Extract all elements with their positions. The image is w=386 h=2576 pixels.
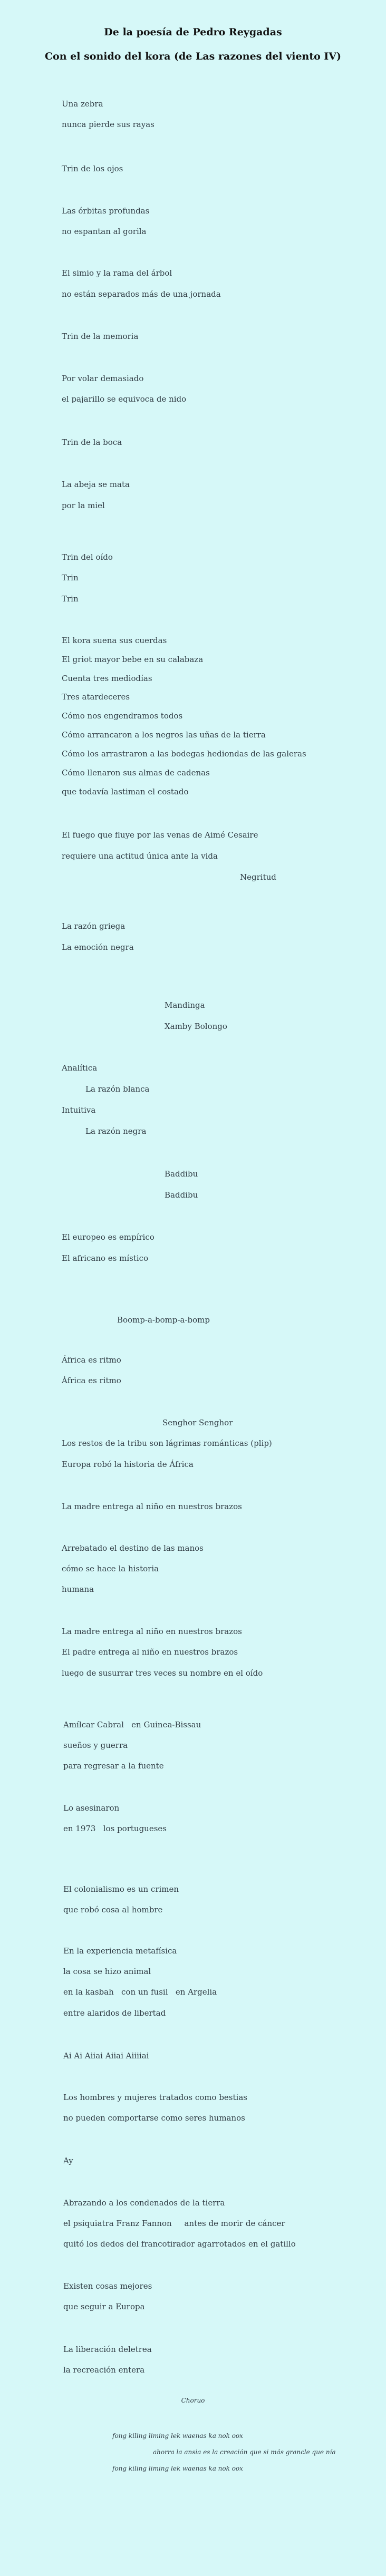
poem-line: Cómo los arrastraron a las bodegas hediondas de las galeras bbox=[62, 749, 306, 759]
poem-line: el psiquiatra Franz Fannon antes de morir de cáncer bbox=[63, 2219, 285, 2228]
poem-line: no espantan al gorila bbox=[62, 227, 147, 236]
poem-line: Cómo arrancaron a los negros las uñas de la tierra bbox=[62, 730, 266, 740]
poem-line: Tres atardeceres bbox=[62, 692, 130, 702]
poem-line: La razón negra bbox=[85, 1126, 147, 1136]
poem-line: Negritud bbox=[240, 872, 276, 882]
page-subtitle: Con el sonido del kora (de Las razones del viento IV) bbox=[44, 51, 342, 62]
poem-line: Xamby Bolongo bbox=[165, 1022, 227, 1031]
poem-line: Boomp-a-bomp-a-bomp bbox=[117, 1315, 210, 1325]
poem-line: Cuenta tres mediodías bbox=[62, 674, 152, 683]
poem-line: humana bbox=[62, 1585, 94, 1594]
poem-line: Ai Ai Aiiai Aiiai Aiiiiai bbox=[63, 2051, 149, 2060]
poem-line: Cómo nos engendramos todos bbox=[62, 711, 183, 721]
poem-line: en la kasbah con un fusil en Argelia bbox=[63, 1987, 217, 1997]
poem-line: Baddibu bbox=[165, 1169, 198, 1179]
poem-line: Ay bbox=[63, 2156, 73, 2165]
coda-line: fong kiling liming lek waenas ka nok oox bbox=[112, 2465, 243, 2472]
poem-line: Trin bbox=[62, 594, 79, 604]
poem-line: La abeja se mata bbox=[62, 480, 130, 489]
poem-line: Las órbitas profundas bbox=[62, 206, 150, 216]
poem-line: la recreación entera bbox=[63, 2365, 145, 2375]
poem-line: En la experiencia metafísica bbox=[63, 1946, 177, 1956]
coda-line: ahorra la ansia es la creación que si más grancle que nía bbox=[153, 2448, 336, 2456]
poem-line: Cómo llenaron sus almas de cadenas bbox=[62, 768, 210, 777]
poem-line: no están separados más de una jornada bbox=[62, 289, 221, 299]
poem-line: Trin de la boca bbox=[62, 438, 122, 447]
poem-line: El fuego que fluye por las venas de Aimé Cesaire bbox=[62, 830, 258, 840]
poem-line: nunca pierde sus rayas bbox=[62, 120, 155, 129]
poem-line: La madre entrega al niño en nuestros brazos bbox=[62, 1502, 242, 1511]
poem-line: Baddibu bbox=[165, 1190, 198, 1200]
poem-line: El colonialismo es un crimen bbox=[63, 1884, 179, 1894]
poem-line: el pajarillo se equivoca de nido bbox=[62, 394, 187, 404]
poem-line: Trin de la memoria bbox=[62, 332, 139, 341]
poem-line: El africano es místico bbox=[62, 1253, 149, 1263]
poem-line: Una zebra bbox=[62, 99, 103, 109]
poem-line: sueños y guerra bbox=[63, 1741, 128, 1750]
poem-line: África es ritmo bbox=[62, 1376, 121, 1385]
poem-line: Trin de los ojos bbox=[62, 164, 123, 173]
poem-line: Europa robó la historia de África bbox=[62, 1460, 194, 1469]
poem-line: no pueden comportarse como seres humanos bbox=[63, 2113, 245, 2123]
poem-line: la cosa se hizo animal bbox=[63, 1967, 151, 1976]
poem-line: Analítica bbox=[62, 1063, 98, 1073]
poem-line: La razón blanca bbox=[85, 1084, 150, 1094]
poem-line: cómo se hace la historia bbox=[62, 1564, 159, 1573]
poem-line: quitó los dedos del francotirador agarrotados en el gatillo bbox=[63, 2239, 296, 2249]
poem-line: El padre entrega al niño en nuestros brazos bbox=[62, 1647, 238, 1657]
poem-line: El kora suena sus cuerdas bbox=[62, 636, 167, 645]
poem-line: La emoción negra bbox=[62, 942, 134, 952]
poem-line: Senghor Senghor bbox=[162, 1418, 233, 1427]
poem-line: requiere una actitud única ante la vida bbox=[62, 851, 218, 861]
coda-line: fong kiling liming lek waenas ka nok oox bbox=[112, 2432, 243, 2439]
poem-line: entre alaridos de libertad bbox=[63, 2008, 166, 2018]
poem-line: Los restos de la tribu son lágrimas románticas (plip) bbox=[62, 1438, 272, 1448]
poem-line: Existen cosas mejores bbox=[63, 2281, 152, 2291]
poem-line: La madre entrega al niño en nuestros brazos bbox=[62, 1627, 242, 1636]
poem-line: Lo asesinaron bbox=[63, 1803, 120, 1813]
poem-line: por la miel bbox=[62, 501, 105, 510]
poem-line: Abrazando a los condenados de la tierra bbox=[63, 2198, 225, 2208]
poem-line: Amílcar Cabral en Guinea-Bissau bbox=[63, 1720, 201, 1729]
poem-line: en 1973 los portugueses bbox=[63, 1824, 167, 1833]
poem-line: para regresar a la fuente bbox=[63, 1761, 164, 1771]
poem-line: Trin del oído bbox=[62, 552, 113, 562]
poem-line: La liberación deletrea bbox=[63, 2345, 152, 2354]
poem-line: Trin bbox=[62, 573, 79, 582]
poem-line: África es ritmo bbox=[62, 1355, 121, 1365]
coda-label: Choruo bbox=[181, 2397, 205, 2404]
poem-line: La razón griega bbox=[62, 921, 126, 931]
poem-line: que todavía lastiman el costado bbox=[62, 787, 189, 796]
poem-line: Los hombres y mujeres tratados como bestias bbox=[63, 2093, 247, 2102]
poem-line: Por volar demasiado bbox=[62, 374, 144, 383]
poem-line: El griot mayor bebe en su calabaza bbox=[62, 655, 204, 664]
poem-line: Mandinga bbox=[165, 1000, 205, 1010]
poem-line: que robó cosa al hombre bbox=[63, 1905, 163, 1914]
page-title: De la poesía de Pedro Reygadas bbox=[104, 26, 282, 38]
poem-line: El europeo es empírico bbox=[62, 1232, 155, 1242]
poem-line: luego de susurrar tres veces su nombre en el oído bbox=[62, 1668, 263, 1678]
poem-line: El simio y la rama del árbol bbox=[62, 268, 172, 278]
poem-line: Intuitiva bbox=[62, 1105, 96, 1115]
poem-line: Arrebatado el destino de las manos bbox=[62, 1543, 204, 1553]
poem-line: que seguir a Europa bbox=[63, 2302, 145, 2311]
